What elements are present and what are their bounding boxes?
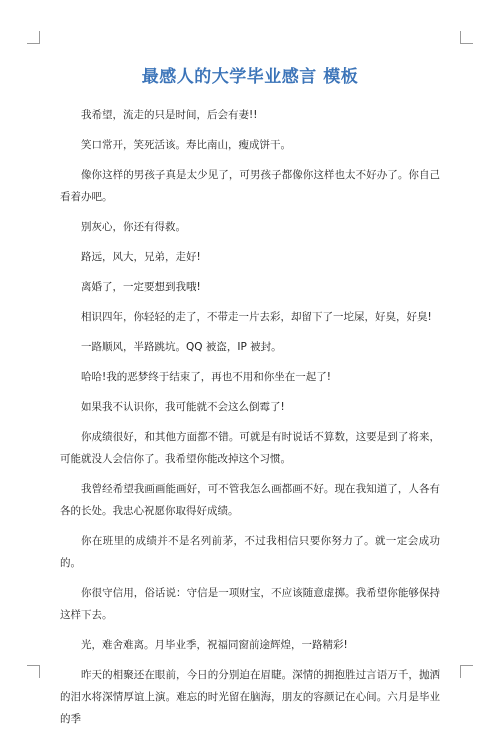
crop-mark-top-left (27, 31, 40, 44)
paragraph: 别灰心，你还有得救。 (81, 221, 186, 233)
paragraph: 光，难舍难离。月毕业季，祝福同窗前途辉煌，一路精彩! (81, 639, 348, 651)
paragraph: 路远，风大，兄弟，走好! (81, 251, 201, 263)
crop-mark-bottom-left (27, 665, 40, 678)
paragraph: 相识四年，你轻轻的走了，不带走一片去彩，却留下了一坨屎，好臭，好臭! (81, 311, 432, 323)
document-title: 最感人的大学毕业感言 模板 (141, 67, 359, 87)
paragraph: 笑口常开，笑死活该。寿比南山，瘦成饼干。 (81, 139, 291, 151)
crop-mark-top-right (460, 31, 473, 44)
paragraph: 你在班里的成绩并不是名列前茅，不过我相信只要你努力了。就一定会成功的。 (60, 535, 440, 569)
paragraph: 你很守信用，俗话说：守信是一项财宝，不应该随意虚掷。我希望你能够保持这样下去。 (60, 587, 440, 621)
paragraph: 我曾经希望我画画能画好，可不管我怎么画都画不好。现在我知道了，人各有各的长处。我忠心祝愿你取得好成绩。 (60, 483, 440, 517)
paragraph: 我希望，流走的只是时间，后会有妻!! (81, 109, 258, 121)
paragraph: 离婚了，一定要想到我哦! (81, 281, 201, 293)
paragraph: 你成绩很好，和其他方面都不错。可就是有时说话不算数，这要是到了将来，可能就没人会信你了。我希望你能改掉这个习惯。 (60, 431, 440, 465)
paragraph: 一路顺风，半路跳坑。QQ 被盗，IP 被封。 (81, 341, 282, 353)
paragraph: 像你这样的男孩子真是太少见了，可男孩子都像你这样也太不好办了。你自己看着办吧。 (60, 169, 440, 203)
document-body (60, 104, 440, 738)
paragraph: 哈哈!我的恶梦终于结束了，再也不用和你坐在一起了! (81, 371, 331, 383)
paragraph: 昨天的相聚还在眼前，今日的分别迫在眉睫。深情的拥抱胜过言语万千，抛洒的泪水将深情厚谊上演。难忘的时光留在脑海，朋友的容颜记在心间。六月是毕业的季 (60, 669, 440, 725)
crop-mark-bottom-right (460, 665, 473, 678)
paragraph: 如果我不认识你，我可能就不会这么倒霉了! (81, 401, 285, 413)
